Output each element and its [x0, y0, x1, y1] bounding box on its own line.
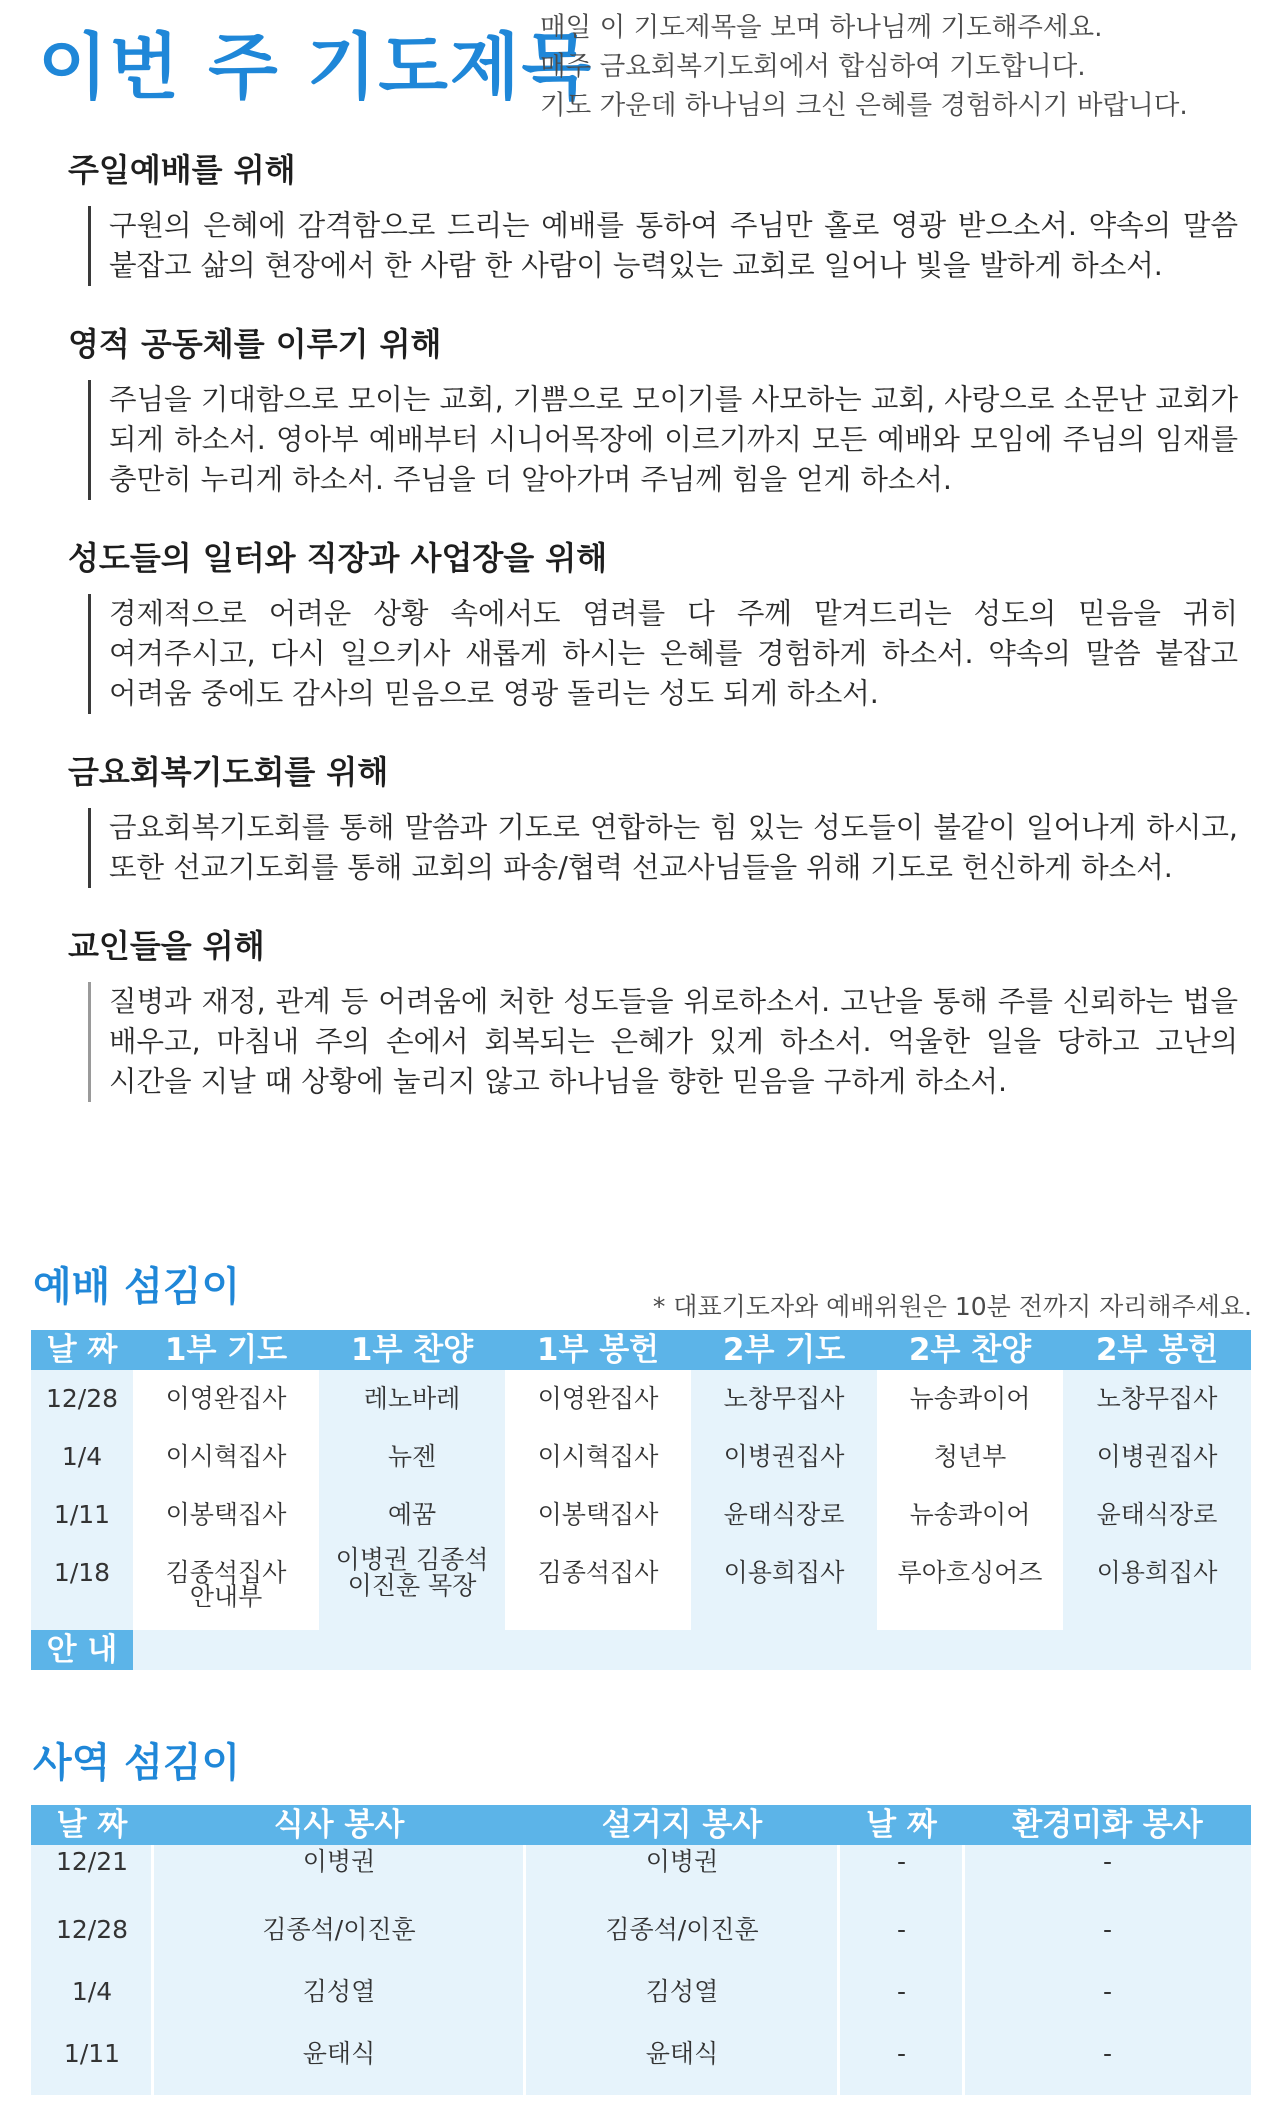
prayer-heading: 금요회복기도회를 위해 [68, 753, 389, 791]
table-cell: 1/4 [61, 1442, 103, 1471]
table-cell: 이봉택집사 [537, 1500, 659, 1529]
intro-text [540, 8, 1260, 125]
prayer-body: 경제적으로 어려운 상황 속에서도 염려를 다 주께 맡겨드리는 성도의 믿음을 귀히 여겨주시고, 다시 일으키사 새롭게 하시는 은혜를 경험하게 하소서. 약속의 말씀 붙잡고 어려움 중에도 감사의 믿음으로 영광 돌리는 성도 되게 하소서. [88, 594, 1238, 714]
table-cell: 김종석/이진훈 [262, 1915, 416, 1944]
table-row [31, 1961, 1251, 2023]
table-cell: 청년부 [933, 1442, 1007, 1471]
table-cell: 레노바레 [363, 1384, 461, 1413]
column-header: 환경미화 봉사 [1012, 1807, 1203, 1843]
service-table [31, 1805, 1251, 2095]
table-cell: - [896, 1977, 907, 2006]
table-row [31, 1899, 1251, 1961]
column-header: 2부 봉헌 [1095, 1332, 1219, 1368]
table-cell: 이영완집사 [537, 1384, 659, 1413]
table-cell: 뉴젠 [387, 1442, 437, 1471]
table-cell: 12/21 [55, 1847, 129, 1876]
table-cell: 윤태식장로 [723, 1500, 845, 1529]
cell-line: 이병권 김종석 [335, 1545, 489, 1574]
column-header: 1부 찬양 [350, 1332, 474, 1368]
table-cell: 1/11 [63, 2039, 121, 2068]
table-cell: 12/28 [45, 1384, 119, 1413]
prayer-item [0, 324, 1280, 500]
column-header: 날 짜 [56, 1807, 128, 1843]
prayer-item [0, 926, 1280, 1102]
table-cell: 김성열 [302, 1977, 376, 2006]
column-header: 1부 기도 [164, 1332, 288, 1368]
column-header: 날 짜 [46, 1332, 118, 1368]
table-cell: 1/4 [71, 1977, 113, 2006]
prayer-item [0, 752, 1280, 888]
header [0, 0, 1280, 130]
table-cell: - [1102, 1847, 1113, 1876]
prayer-item [0, 538, 1280, 714]
prayer-body: 주님을 기대함으로 모이는 교회, 기쁨으로 모이기를 사모하는 교회, 사랑으로 소문난 교회가 되게 하소서. 영아부 예배부터 시니어목장에 이르기까지 모든 예배와 모임에 주님의 임재를 충만히 누리게 하소서. 주님을 더 알아가며 주님께 힘을 얻게 하소서. [88, 380, 1238, 500]
table-cell: 이병권 [645, 1847, 719, 1876]
table-cell: 이병권 [302, 1847, 376, 1876]
table-header [31, 1330, 1251, 1370]
table-cell: 윤태식 [302, 2039, 376, 2068]
intro-line: 기도 가운데 하나님의 크신 은혜를 경험하시기 바랍니다. [540, 90, 1188, 121]
table-cell: 김종석집사 [537, 1558, 659, 1587]
worship-table [31, 1330, 1251, 1670]
prayer-heading: 성도들의 일터와 직장과 사업장을 위해 [68, 539, 608, 577]
table-cell: - [1102, 2039, 1113, 2068]
table-cell: - [896, 1847, 907, 1876]
table-cell: 이용희집사 [723, 1558, 845, 1587]
table-row [31, 1370, 1251, 1428]
prayer-heading: 주일예배를 위해 [68, 151, 296, 189]
table-cell: 김종석/이진훈 [605, 1915, 759, 1944]
table-row [31, 1486, 1251, 1544]
column-header: 설거지 봉사 [601, 1807, 763, 1843]
table-cell: 김종석집사 [165, 1558, 287, 1587]
table-cell: 뉴송콰이어 [909, 1500, 1031, 1529]
table-cell: 예꿈 [387, 1500, 437, 1529]
prayer-body: 금요회복기도회를 통해 말씀과 기도로 연합하는 힘 있는 성도들이 불같이 일어나게 하시고, 또한 선교기도회를 통해 교회의 파송/협력 선교사님들을 위해 기도로 헌신하게 하소서. [88, 808, 1238, 888]
footer-value: 안내부 [189, 1582, 263, 1611]
prayer-list [0, 150, 1280, 1140]
table-cell: 노창무집사 [1096, 1384, 1218, 1413]
prayer-body: 구원의 은혜에 감격함으로 드리는 예배를 통하여 주님만 홀로 영광 받으소서. 약속의 말씀 붙잡고 삶의 현장에서 한 사람 한 사람이 능력있는 교회로 일어나 빛을 발하게 하소서. [88, 206, 1238, 286]
column-header: 날 짜 [866, 1807, 937, 1843]
prayer-item [0, 150, 1280, 286]
footer-label: 안 내 [31, 1630, 133, 1670]
table-cell: 1/11 [53, 1500, 111, 1529]
page-title: 이번 주 기도제목 [38, 25, 593, 109]
table-cell: 윤태식 [645, 2039, 719, 2068]
table-cell: 이병권집사 [723, 1442, 845, 1471]
table-cell: 윤태식장로 [1096, 1500, 1218, 1529]
column-header: 2부 기도 [722, 1332, 846, 1368]
cell-line: 이진훈 목장 [347, 1571, 477, 1600]
intro-line: 매일 이 기도제목을 보며 하나님께 기도해주세요. [540, 12, 1103, 43]
table-header [31, 1805, 1251, 1845]
column-header: 1부 봉헌 [536, 1332, 660, 1368]
table-cell: 이영완집사 [165, 1384, 287, 1413]
table-cell: 루아흐싱어즈 [897, 1558, 1043, 1587]
table-cell: - [1102, 1977, 1113, 2006]
table-row [31, 1845, 1251, 1879]
table-cell: 노창무집사 [723, 1384, 845, 1413]
table-cell: 이시혁집사 [537, 1442, 659, 1471]
table-cell: 뉴송콰이어 [909, 1384, 1031, 1413]
table-row [31, 2023, 1251, 2085]
prayer-heading: 영적 공동체를 이루기 위해 [68, 325, 442, 363]
table-cell: 이봉택집사 [165, 1500, 287, 1529]
intro-line: 매주 금요회복기도회에서 합심하여 기도합니다. [540, 51, 1086, 82]
table-cell: 이용희집사 [1096, 1558, 1218, 1587]
table-cell: 1/18 [53, 1558, 111, 1587]
column-header: 식사 봉사 [273, 1807, 405, 1843]
table-cell: - [896, 1915, 907, 1944]
table-cell: 김성열 [645, 1977, 719, 2006]
table-cell: - [896, 2039, 907, 2068]
table-cell: - [1102, 1915, 1113, 1944]
table-cell [319, 1544, 505, 1602]
service-section-title: 사역 섬김이 [33, 1740, 241, 1786]
table-row [31, 1428, 1251, 1486]
worship-note: * 대표기도자와 예배위원은 10분 전까지 자리해주세요. [652, 1292, 1252, 1321]
worship-section-title: 예배 섬김이 [33, 1264, 241, 1310]
prayer-body: 질병과 재정, 관계 등 어려움에 처한 성도들을 위로하소서. 고난을 통해 주를 신뢰하는 법을 배우고, 마침내 주의 손에서 회복되는 은혜가 있게 하소서. 억울한 일을 당하고 고난의 시간을 지날 때 상황에 눌리지 않고 하나님을 향한 믿음을 구하게 하소서. [88, 982, 1238, 1102]
table-cell: 12/28 [55, 1915, 129, 1944]
prayer-heading: 교인들을 위해 [68, 927, 265, 965]
table-cell: 이병권집사 [1096, 1442, 1218, 1471]
column-header: 2부 찬양 [908, 1332, 1032, 1368]
table-cell: 이시혁집사 [165, 1442, 287, 1471]
